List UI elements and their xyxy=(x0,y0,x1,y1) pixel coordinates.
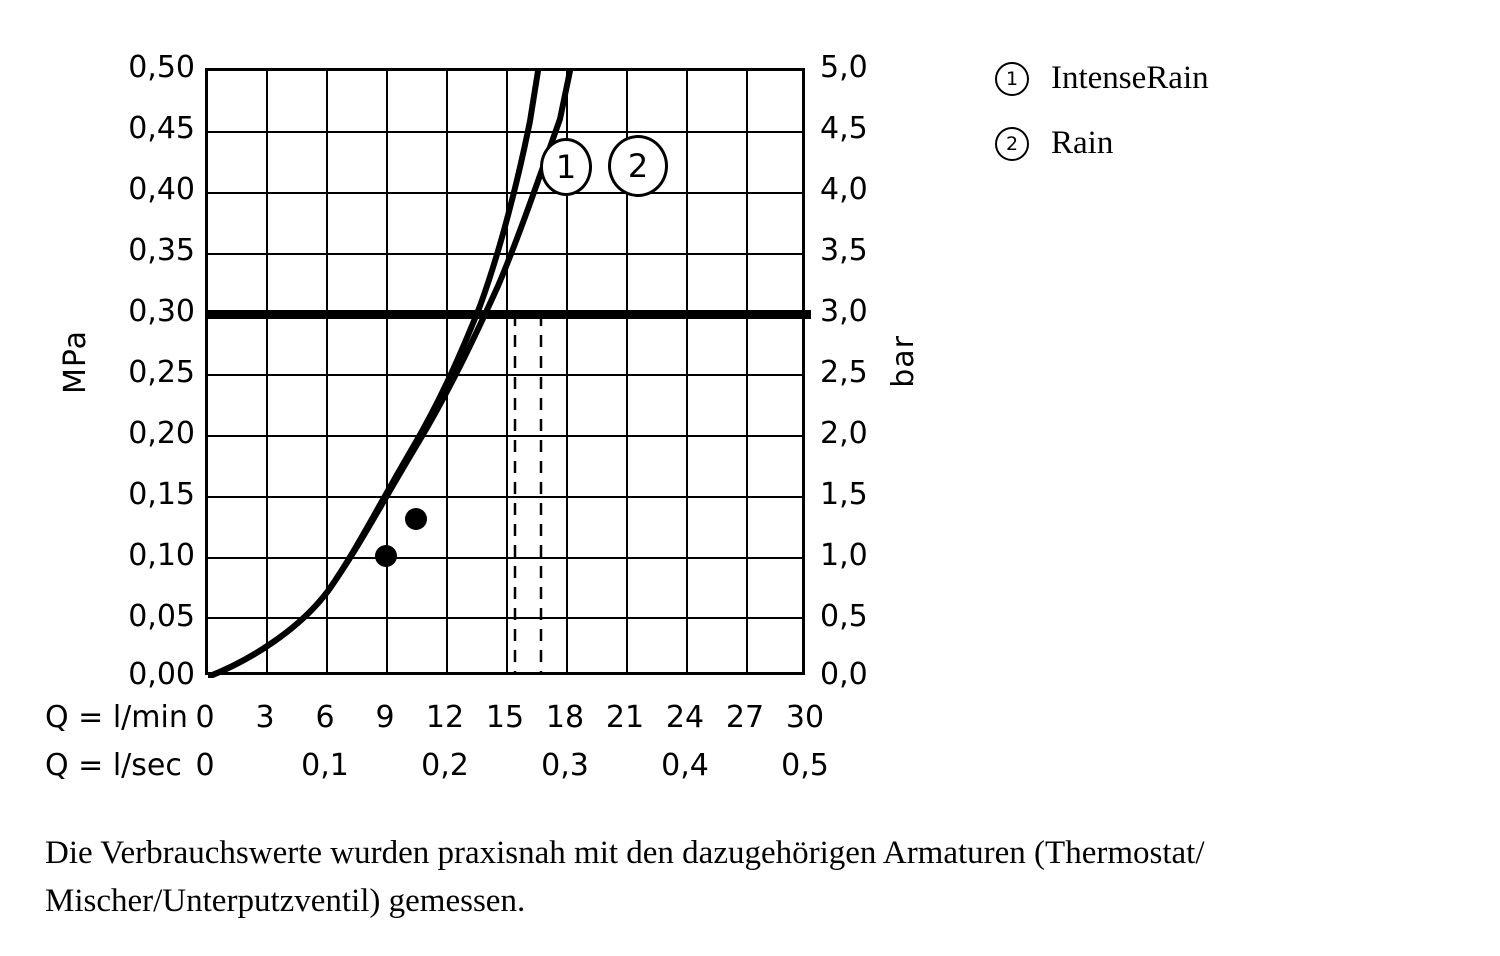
y-tick-right-9: 0,5 xyxy=(820,599,868,634)
x-tick-lmin-10: 30 xyxy=(785,700,825,735)
y-tick-right-1: 4,5 xyxy=(820,111,868,146)
x-tick-lmin-9: 27 xyxy=(725,700,765,735)
x-tick-lsec-4: 0,4 xyxy=(661,748,709,783)
y-tick-right-10: 0,0 xyxy=(820,657,868,692)
x-tick-lmin-1: 3 xyxy=(255,700,275,735)
y-tick-left-2: 0,40 xyxy=(128,172,195,207)
y-tick-right-7: 1,5 xyxy=(820,477,868,512)
footnote-line-1: Die Verbrauchswerte wurden praxisnah mit den dazugehörigen Armaturen (Thermostat/ xyxy=(45,835,1205,871)
legend-item-rain xyxy=(995,125,1455,162)
legend-badge-1-icon: 1 xyxy=(995,62,1029,96)
y-tick-left-8: 0,10 xyxy=(128,538,195,573)
curve-intenserain xyxy=(210,71,570,676)
footnote-line-2: Mischer/Unterputzventil) gemessen. xyxy=(45,882,526,919)
x-tick-lmin-5: 15 xyxy=(485,700,525,735)
x-tick-lsec-2: 0,2 xyxy=(421,748,469,783)
y-axis-right-title: bar xyxy=(886,335,921,388)
y-tick-right-4: 3,0 xyxy=(820,294,868,329)
y-tick-left-4: 0,30 xyxy=(128,294,195,329)
x-tick-lmin-2: 6 xyxy=(315,700,335,735)
footnote xyxy=(45,830,1445,926)
x-tick-lmin-8: 24 xyxy=(665,700,705,735)
legend-label-intenserain: IntenseRain xyxy=(1051,60,1209,96)
plot-area xyxy=(205,68,805,675)
y-tick-right-5: 2,5 xyxy=(820,355,868,390)
y-tick-left-0: 0,50 xyxy=(128,50,195,85)
y-tick-right-8: 1,0 xyxy=(820,538,868,573)
x-tick-lmin-6: 18 xyxy=(545,700,585,735)
chart-legend xyxy=(995,60,1455,190)
y-tick-right-6: 2,0 xyxy=(820,416,868,451)
marker-point-1 xyxy=(375,545,397,567)
curves-layer xyxy=(208,71,808,678)
y-tick-left-9: 0,05 xyxy=(128,599,195,634)
x-tick-lmin-3: 9 xyxy=(375,700,395,735)
y-tick-left-1: 0,45 xyxy=(128,111,195,146)
x-tick-lmin-0: 0 xyxy=(195,700,215,735)
y-tick-left-6: 0,20 xyxy=(128,416,195,451)
x-tick-lmin-7: 21 xyxy=(605,700,645,735)
y-axis-left-title: MPa xyxy=(58,330,93,395)
x-axis-row-lmin xyxy=(0,700,960,740)
x-tick-lsec-0: 0 xyxy=(195,748,215,783)
x-axis-row-lmin-label: Q = l/min xyxy=(45,700,188,735)
curve-badge-1: 1 xyxy=(540,138,592,196)
y-tick-left-7: 0,15 xyxy=(128,477,195,512)
x-tick-lmin-4: 12 xyxy=(425,700,465,735)
y-tick-right-0: 5,0 xyxy=(820,50,868,85)
x-tick-lsec-1: 0,1 xyxy=(301,748,349,783)
y-tick-left-5: 0,25 xyxy=(128,355,195,390)
curve-badge-2: 2 xyxy=(608,135,668,197)
y-tick-right-2: 4,0 xyxy=(820,172,868,207)
y-tick-left-3: 0,35 xyxy=(128,233,195,268)
legend-label-rain: Rain xyxy=(1051,125,1114,161)
x-axis-row-lsec xyxy=(0,748,960,788)
x-axis-row-lsec-label: Q = l/sec xyxy=(45,748,182,783)
curve-rain xyxy=(210,71,538,676)
legend-item-intenserain xyxy=(995,60,1455,97)
marker-point-2 xyxy=(405,508,427,530)
legend-badge-2-icon: 2 xyxy=(995,127,1029,161)
y-tick-right-3: 3,5 xyxy=(820,233,868,268)
x-tick-lsec-3: 0,3 xyxy=(541,748,589,783)
x-tick-lsec-5: 0,5 xyxy=(781,748,829,783)
y-tick-left-10: 0,00 xyxy=(128,657,195,692)
